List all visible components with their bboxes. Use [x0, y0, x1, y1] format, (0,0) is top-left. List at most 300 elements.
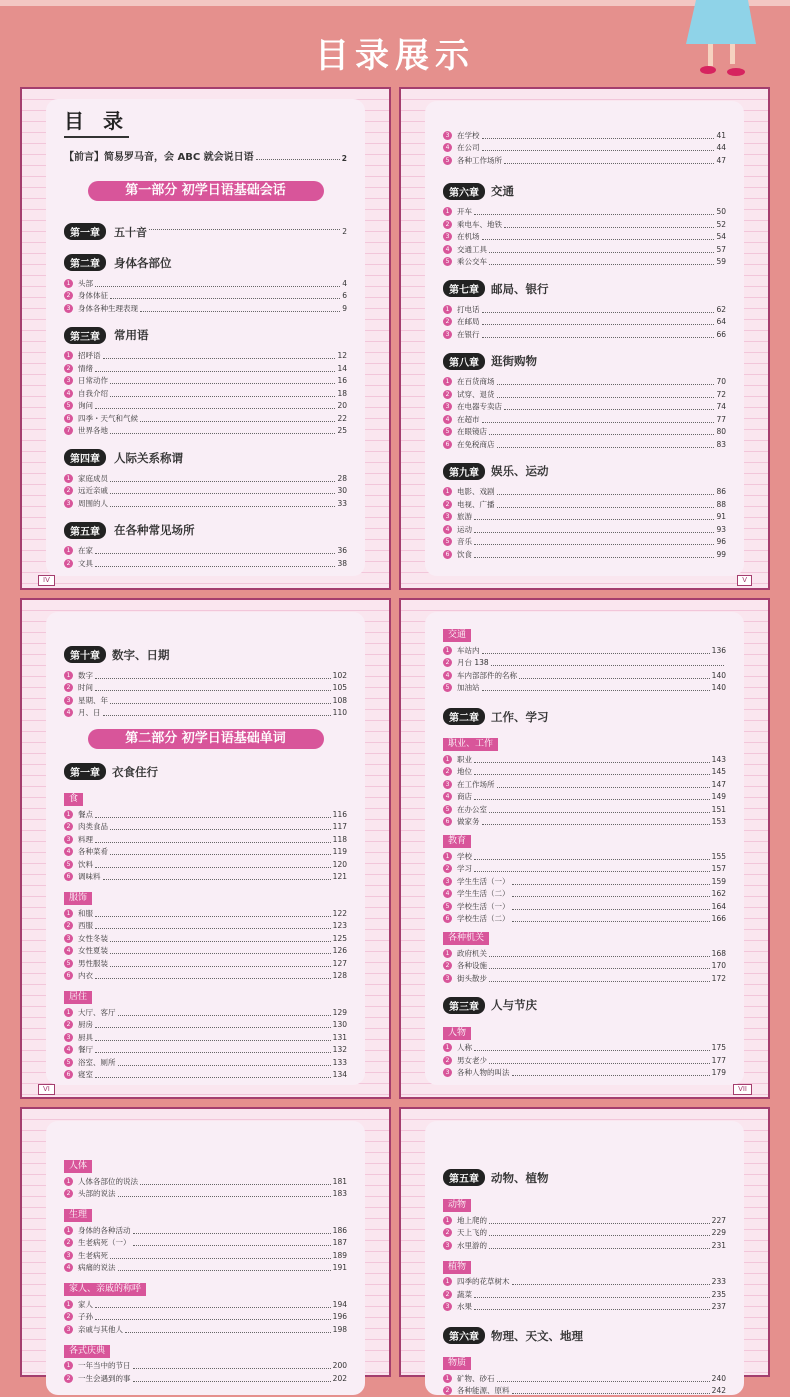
toc-entry[interactable] — [443, 401, 726, 414]
number-bullet: 3 — [443, 330, 452, 339]
entry-label: 水果 — [457, 1301, 472, 1313]
toc-card — [46, 99, 365, 576]
toc-entry[interactable] — [64, 425, 347, 438]
leader-dots — [489, 812, 710, 813]
toc-entry[interactable] — [443, 791, 726, 804]
entry-label: 在公司 — [457, 142, 480, 154]
toc-entry[interactable] — [443, 142, 726, 155]
toc-entry[interactable] — [443, 328, 726, 341]
number-bullet: 1 — [443, 852, 452, 861]
number-bullet: 1 — [64, 671, 73, 680]
leader-dots — [497, 397, 715, 398]
toc-entry[interactable] — [443, 438, 726, 451]
toc-entry[interactable] — [443, 206, 726, 219]
number-bullet: 6 — [443, 550, 452, 559]
toc-entry[interactable] — [64, 557, 347, 570]
number-bullet: 1 — [64, 351, 73, 360]
toc-entry[interactable] — [64, 945, 347, 958]
leader-dots — [474, 859, 710, 860]
number-bullet: 2 — [443, 1290, 452, 1299]
toc-entry[interactable] — [443, 1385, 726, 1397]
entry-label: 在免税商店 — [457, 439, 495, 451]
toc-entry[interactable] — [443, 778, 726, 791]
entry-page: 30 — [337, 485, 347, 497]
entry-page: 155 — [712, 851, 726, 863]
number-bullet: 4 — [64, 946, 73, 955]
toc-entry[interactable] — [443, 426, 726, 439]
toc-entry[interactable] — [443, 960, 726, 973]
toc-entry[interactable] — [64, 871, 347, 884]
toc-entry[interactable] — [443, 511, 726, 524]
chapter-heading[interactable]: 第八章 逛街购物 — [443, 353, 726, 370]
leader-dots — [95, 842, 331, 843]
toc-entry[interactable] — [443, 256, 726, 269]
toc-entry[interactable] — [64, 833, 347, 846]
toc-entry[interactable] — [443, 316, 726, 329]
entry-page: 77 — [716, 414, 726, 426]
toc-page-vii — [399, 598, 770, 1099]
entry-page: 57 — [716, 244, 726, 256]
number-bullet: 2 — [443, 317, 452, 326]
entry-page: 80 — [716, 426, 726, 438]
toc-entry[interactable] — [64, 375, 347, 388]
number-bullet: 4 — [64, 1045, 73, 1054]
toc-entry[interactable] — [443, 1301, 726, 1314]
entry-label: 乘电车、地铁 — [457, 219, 502, 231]
leader-dots — [497, 787, 710, 788]
entry-label: 在办公室 — [457, 804, 487, 816]
entry-label: 在眼镜店 — [457, 426, 487, 438]
toc-entry[interactable] — [443, 657, 726, 670]
toc-entry[interactable] — [443, 303, 726, 316]
chapter-heading[interactable]: 第七章 邮局、银行 — [443, 280, 726, 297]
entry-page: 136 — [712, 645, 726, 657]
chapter-heading[interactable]: 第一章 五十音 2 — [64, 223, 347, 240]
toc-entry[interactable] — [443, 900, 726, 913]
entry-page: 229 — [712, 1227, 726, 1239]
chapter-heading[interactable]: 第一章 衣食住行 — [64, 763, 347, 780]
entry-label: 星期、年 — [78, 695, 108, 707]
entry-page: 157 — [712, 863, 726, 875]
leader-dots — [95, 1319, 331, 1320]
leader-dots — [110, 953, 331, 954]
chapter-heading[interactable]: 第四章 人际关系称谓 — [64, 449, 347, 466]
leader-dots — [482, 312, 715, 313]
toc-entry[interactable] — [443, 498, 726, 511]
entry-label: 身体的各种活动 — [78, 1225, 131, 1237]
toc-entry[interactable] — [443, 875, 726, 888]
number-bullet: 1 — [443, 377, 452, 386]
leader-dots — [512, 921, 710, 922]
category-tag: 人体 — [64, 1160, 92, 1173]
toc-entry[interactable] — [64, 1224, 347, 1237]
entry-page: 66 — [716, 329, 726, 341]
toc-entry[interactable] — [64, 808, 347, 821]
leader-dots — [110, 703, 331, 704]
number-bullet: 3 — [64, 1325, 73, 1334]
number-bullet: 1 — [64, 909, 73, 918]
leader-dots — [474, 519, 714, 520]
toc-entry[interactable] — [443, 888, 726, 901]
entry-label: 在学校 — [457, 130, 480, 142]
number-bullet: 5 — [443, 805, 452, 814]
entry-label: 商店 — [457, 791, 472, 803]
number-bullet: 3 — [64, 934, 73, 943]
entry-page: 47 — [716, 155, 726, 167]
leader-dots — [512, 1075, 710, 1076]
number-bullet: 1 — [443, 755, 452, 764]
chapter-badge: 第二章 — [64, 254, 106, 271]
entry-page: 86 — [716, 486, 726, 498]
toc-entry[interactable] — [443, 536, 726, 549]
toc-entry[interactable] — [64, 821, 347, 834]
leader-dots — [133, 1381, 331, 1382]
entry-label: 街头散步 — [457, 973, 487, 985]
toc-entry[interactable] — [64, 412, 347, 425]
toc-entry[interactable] — [64, 1262, 347, 1275]
entry-page: 237 — [712, 1301, 726, 1313]
toc-entry[interactable] — [64, 846, 347, 859]
leader-dots — [95, 1307, 331, 1308]
entry-page: 99 — [716, 549, 726, 561]
entry-label: 交通工具 — [457, 244, 487, 256]
chapter-badge: 第六章 — [443, 1327, 485, 1344]
chapter-badge: 第五章 — [443, 1169, 485, 1186]
toc-entry[interactable] — [64, 1069, 347, 1082]
entry-page: 131 — [333, 1032, 347, 1044]
leader-dots — [140, 311, 340, 312]
entry-page: 168 — [712, 948, 726, 960]
toc-entry[interactable] — [443, 682, 726, 695]
chapter-heading[interactable]: 第五章 动物、植物 — [443, 1169, 726, 1186]
leader-dots — [504, 227, 714, 228]
chapter-heading[interactable]: 第五章 在各种常见场所 — [64, 522, 347, 539]
entry-page: 74 — [716, 401, 726, 413]
toc-entry[interactable] — [443, 669, 726, 682]
toc-entry[interactable] — [64, 400, 347, 413]
leader-dots — [95, 371, 335, 372]
number-bullet: 5 — [64, 860, 73, 869]
toc-entry[interactable] — [64, 1031, 347, 1044]
toc-entry[interactable] — [64, 387, 347, 400]
entry-label: 学校 — [457, 851, 472, 863]
number-bullet: 1 — [64, 1008, 73, 1017]
toc-entry[interactable] — [64, 970, 347, 983]
number-bullet: 4 — [443, 671, 452, 680]
toc-entry[interactable] — [443, 154, 726, 167]
leader-dots — [482, 138, 715, 139]
chapter-heading[interactable]: 第三章 常用语 — [64, 327, 347, 344]
toc-entry[interactable] — [64, 694, 347, 707]
chapter-heading[interactable]: 第十章 数字、日期 — [64, 646, 347, 663]
page-number: IV — [38, 575, 55, 586]
number-bullet: 6 — [443, 440, 452, 449]
chapter-heading[interactable]: 第六章 物理、天文、地理 — [443, 1327, 726, 1344]
number-bullet: 1 — [64, 1361, 73, 1370]
page-title: 目录展示 — [0, 28, 790, 77]
number-bullet: 3 — [443, 402, 452, 411]
leader-dots — [497, 1381, 710, 1382]
entry-label: 职业 — [457, 754, 472, 766]
entry-page: 134 — [333, 1069, 347, 1081]
toc-entry[interactable] — [443, 947, 726, 960]
category-tag: 动物 — [443, 1199, 471, 1212]
leader-dots — [474, 1297, 710, 1298]
leader-dots — [118, 1065, 331, 1066]
entry-page: 191 — [333, 1262, 347, 1274]
entry-label: 西服 — [78, 920, 93, 932]
toc-entry[interactable] — [443, 523, 726, 536]
number-bullet: 5 — [64, 959, 73, 968]
entry-label: 肉类食品 — [78, 821, 108, 833]
entry-label: 电影、戏剧 — [457, 486, 495, 498]
toc-entry[interactable] — [64, 907, 347, 920]
toc-entry[interactable] — [64, 1311, 347, 1324]
number-bullet: 2 — [64, 1020, 73, 1029]
entry-page: 12 — [337, 350, 347, 362]
toc-entry[interactable] — [64, 1006, 347, 1019]
entry-label: 在机场 — [457, 231, 480, 243]
entry-page: 166 — [712, 913, 726, 925]
toc-entry[interactable] — [443, 1042, 726, 1055]
toc-entry[interactable] — [443, 1067, 726, 1080]
toc-entry[interactable] — [64, 1249, 347, 1262]
leader-dots — [110, 966, 331, 967]
entry-page: 36 — [337, 545, 347, 557]
entry-page: 140 — [712, 682, 726, 694]
toc-entry[interactable] — [443, 753, 726, 766]
entry-label: 生老病死 — [78, 1250, 108, 1262]
toc-entry[interactable] — [64, 920, 347, 933]
leader-dots — [474, 1309, 710, 1310]
number-bullet: 4 — [443, 792, 452, 801]
leader-dots — [482, 690, 710, 691]
entry-label: 在工作场所 — [457, 779, 495, 791]
toc-entry[interactable] — [64, 485, 347, 498]
toc-page-partial-left — [20, 1107, 391, 1377]
toc-entry[interactable] — [64, 957, 347, 970]
leader-dots — [482, 653, 710, 654]
leader-dots — [497, 494, 715, 495]
entry-page: 202 — [333, 1373, 347, 1385]
chapter-heading[interactable]: 第六章 交通 — [443, 183, 726, 200]
page-number: V — [737, 575, 752, 586]
entry-page: 120 — [333, 859, 347, 871]
number-bullet: 1 — [443, 305, 452, 314]
category-tag: 交通 — [443, 629, 471, 642]
category-tag: 职业、工作 — [443, 738, 498, 751]
toc-card — [425, 612, 744, 1085]
entry-page: 117 — [333, 821, 347, 833]
entry-page: 231 — [712, 1240, 726, 1252]
category-tag: 各种机关 — [443, 932, 489, 945]
entry-page: 147 — [712, 779, 726, 791]
toc-entry[interactable] — [443, 1227, 726, 1240]
number-bullet: 2 — [443, 390, 452, 399]
chapter-heading[interactable]: 第二章 工作、学习 — [443, 708, 726, 725]
entry-page: 16 — [337, 375, 347, 387]
toc-entry[interactable] — [64, 1298, 347, 1311]
entry-label: 各种能源、原料 — [457, 1385, 510, 1397]
leader-dots — [497, 507, 715, 508]
leader-dots — [482, 824, 710, 825]
leader-dots — [474, 799, 710, 800]
page-number: VI — [38, 1084, 55, 1095]
leader-dots — [482, 422, 715, 423]
toc-entry[interactable] — [64, 858, 347, 871]
toc-entry[interactable] — [64, 1175, 347, 1188]
entry-page: 162 — [712, 888, 726, 900]
entry-label: 餐点 — [78, 809, 93, 821]
number-bullet: 3 — [64, 499, 73, 508]
entry-label: 家庭成员 — [78, 473, 108, 485]
toc-entry[interactable] — [443, 850, 726, 863]
leader-dots — [110, 383, 335, 384]
toc-entry[interactable] — [64, 472, 347, 485]
leader-dots — [474, 762, 710, 763]
leader-dots — [110, 396, 335, 397]
toc-entry[interactable] — [64, 1188, 347, 1201]
toc-entry[interactable] — [64, 1019, 347, 1032]
chapter-heading[interactable]: 第二章 身体各部位 — [64, 254, 347, 271]
toc-entry[interactable] — [443, 231, 726, 244]
toc-entry[interactable] — [443, 766, 726, 779]
toc-entry[interactable] — [443, 816, 726, 829]
leader-dots — [519, 678, 710, 679]
entry-label: 在超市 — [457, 414, 480, 426]
number-bullet: 3 — [443, 131, 452, 140]
number-bullet: 3 — [443, 232, 452, 241]
number-bullet: 4 — [443, 525, 452, 534]
toc-entry[interactable] — [443, 548, 726, 561]
leader-dots — [95, 690, 331, 691]
entry-label: 厨房 — [78, 1019, 93, 1031]
toc-entry[interactable] — [64, 1237, 347, 1250]
entry-label: 头部的说法 — [78, 1188, 116, 1200]
entry-page: 50 — [716, 206, 726, 218]
toc-entry[interactable] — [64, 1360, 347, 1373]
toc-entry[interactable] — [443, 243, 726, 256]
toc-entry[interactable] — [64, 350, 347, 363]
preface-entry[interactable]: 【前言】简易罗马音，会 ABC 就会说日语 2 — [64, 148, 347, 163]
entry-page: 198 — [333, 1324, 347, 1336]
toc-entry[interactable] — [64, 932, 347, 945]
toc-entry[interactable] — [64, 669, 347, 682]
toc-entry[interactable] — [64, 1372, 347, 1385]
toc-entry[interactable] — [64, 707, 347, 720]
entry-label: 月台 138 — [457, 657, 489, 669]
toc-entry[interactable] — [64, 290, 347, 303]
chapter-badge: 第一章 — [64, 223, 106, 240]
toc-entry[interactable] — [443, 1214, 726, 1227]
entry-page: 170 — [712, 960, 726, 972]
entry-page: 181 — [333, 1176, 347, 1188]
number-bullet: 2 — [64, 364, 73, 373]
leader-dots — [497, 384, 715, 385]
leader-dots — [110, 481, 335, 482]
entry-page: 108 — [333, 695, 347, 707]
entry-page: 235 — [712, 1289, 726, 1301]
number-bullet: 4 — [64, 1263, 73, 1272]
toc-entry[interactable] — [443, 863, 726, 876]
leader-dots — [110, 829, 331, 830]
toc-entry[interactable] — [64, 545, 347, 558]
entry-page: 91 — [716, 511, 726, 523]
entry-label: 询问 — [78, 400, 93, 412]
chapter-heading[interactable]: 第九章 娱乐、运动 — [443, 463, 726, 480]
toc-entry[interactable] — [443, 129, 726, 142]
number-bullet: 2 — [443, 1386, 452, 1395]
toc-entry[interactable] — [64, 362, 347, 375]
number-bullet: 4 — [64, 708, 73, 717]
leader-dots — [489, 1248, 710, 1249]
toc-entry[interactable] — [64, 682, 347, 695]
toc-entry[interactable] — [443, 388, 726, 401]
toc-entry[interactable] — [64, 497, 347, 510]
leader-dots — [103, 879, 331, 880]
toc-entry[interactable] — [443, 1276, 726, 1289]
leader-dots — [110, 298, 340, 299]
number-bullet: 1 — [443, 949, 452, 958]
number-bullet: 3 — [443, 974, 452, 983]
number-bullet: 1 — [64, 1177, 73, 1186]
entry-page: 62 — [716, 304, 726, 316]
leader-dots — [133, 1245, 331, 1246]
category-tag: 教育 — [443, 835, 471, 848]
entry-label: 世界各地 — [78, 425, 108, 437]
leader-dots — [512, 1284, 710, 1285]
entry-page: 102 — [333, 670, 347, 682]
category-tag: 植物 — [443, 1261, 471, 1274]
toc-entry[interactable] — [443, 218, 726, 231]
number-bullet: 6 — [64, 971, 73, 980]
toc-entry[interactable] — [64, 1044, 347, 1057]
toc-entry[interactable] — [443, 644, 726, 657]
leader-dots — [110, 941, 331, 942]
toc-entry[interactable] — [64, 1056, 347, 1069]
leader-dots — [489, 1235, 710, 1236]
toc-entry[interactable] — [443, 913, 726, 926]
entry-label: 各种菜肴 — [78, 846, 108, 858]
chapter-badge: 第六章 — [443, 183, 485, 200]
category-tag: 家人、亲戚的称呼 — [64, 1283, 146, 1296]
entry-label: 乘公交车 — [457, 256, 487, 268]
entry-label: 饮料 — [78, 859, 93, 871]
toc-entry[interactable] — [443, 1239, 726, 1252]
entry-page: 118 — [333, 834, 347, 846]
category-tag: 居住 — [64, 991, 92, 1004]
toc-entry[interactable] — [443, 413, 726, 426]
entry-label: 男性服装 — [78, 958, 108, 970]
toc-entry[interactable] — [443, 803, 726, 816]
toc-card — [425, 101, 744, 576]
toc-entry[interactable] — [443, 1054, 726, 1067]
toc-entry[interactable] — [64, 1323, 347, 1336]
toc-entry[interactable] — [443, 486, 726, 499]
toc-entry[interactable] — [443, 972, 726, 985]
toc-entry[interactable] — [443, 376, 726, 389]
toc-entry[interactable] — [64, 277, 347, 290]
entry-page: 6 — [342, 290, 347, 302]
entry-label: 音乐 — [457, 536, 472, 548]
entry-page: 54 — [716, 231, 726, 243]
entry-page: 127 — [333, 958, 347, 970]
toc-entry[interactable] — [443, 1372, 726, 1385]
chapter-heading[interactable]: 第三章 人与节庆 — [443, 997, 726, 1014]
toc-entry[interactable] — [443, 1288, 726, 1301]
entry-label: 和服 — [78, 908, 93, 920]
toc-entry[interactable] — [64, 302, 347, 315]
